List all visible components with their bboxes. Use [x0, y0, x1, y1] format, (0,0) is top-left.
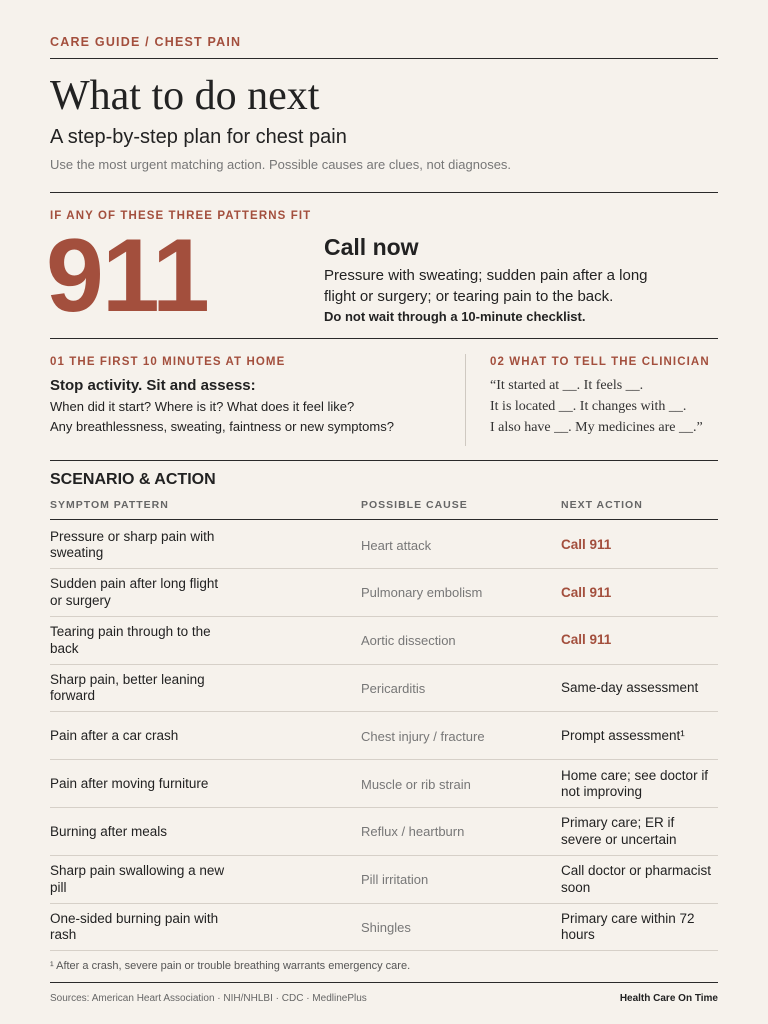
symptom-cell: Pressure or sharp pain with sweating	[50, 528, 215, 560]
cause-cell: Shingles	[361, 919, 411, 935]
action-cell: Home care; see doctor if not improving	[561, 767, 709, 799]
cause-cell: Reflux / heartburn	[361, 824, 465, 840]
section-divider	[465, 354, 466, 446]
header-rule	[50, 192, 718, 193]
cause-cell: Muscle or rib strain	[361, 776, 471, 792]
emergency-body: Pressure with sweating; sudden pain after a long flight or surgery; or tearing pain to the back.	[324, 267, 648, 305]
emergency-number: 911	[46, 218, 208, 334]
symptom-cell: Tearing pain through to the back	[50, 624, 211, 656]
action-cell: Call 911	[561, 632, 612, 648]
table-row	[50, 903, 718, 951]
table-row	[50, 569, 718, 617]
emergency-warning: Do not wait through a 10-minute checklist.	[324, 309, 586, 324]
table-row	[50, 664, 718, 712]
emergency-label: IF ANY OF THESE THREE PATTERNS FIT	[50, 210, 312, 222]
action-cell: Call 911	[561, 584, 612, 600]
page-subtitle: A step-by-step plan for chest pain	[50, 126, 347, 148]
page-title: What to do next	[50, 73, 320, 119]
action-cell: Call doctor or pharmacist soon	[561, 863, 712, 895]
footnote: ¹ After a crash, severe pain or trouble breathing warrants emergency care.	[50, 960, 411, 972]
sources: Sources: American Heart Association · NIH/NHLBI · CDC · MedlinePlus	[50, 993, 367, 1004]
section1-label: 01 THE FIRST 10 MINUTES AT HOME	[50, 356, 286, 368]
column-header-cause: POSSIBLE CAUSE	[361, 499, 468, 511]
column-header-action: NEXT ACTION	[561, 499, 643, 511]
brand: Health Care On Time	[619, 993, 718, 1004]
section2-line: It is located __. It changes with __.	[490, 399, 687, 414]
top-rule	[50, 58, 718, 59]
symptom-cell: Pain after moving furniture	[50, 775, 209, 791]
symptom-cell: Sharp pain, better leaning forward	[50, 671, 205, 704]
intro-text: Use the most urgent matching action. Possible causes are clues, not diagnoses.	[50, 157, 512, 172]
cause-cell: Pill irritation	[361, 872, 429, 888]
section1-heading: Stop activity. Sit and assess:	[50, 377, 256, 394]
symptom-cell: Burning after meals	[50, 823, 168, 839]
action-cell: Same-day assessment	[561, 680, 699, 696]
symptom-cell: Sudden pain after long flight or surgery	[50, 576, 219, 608]
footer-rule	[50, 982, 718, 983]
sections-rule	[50, 460, 718, 461]
cause-cell: Pulmonary embolism	[361, 585, 483, 601]
table-row	[50, 808, 718, 856]
section2-line: “It started at __. It feels __.	[490, 378, 644, 393]
row-divider	[50, 950, 718, 951]
table-row	[50, 617, 718, 665]
cause-cell: Heart attack	[361, 537, 432, 553]
symptom-cell: Sharp pain swallowing a new pill	[50, 863, 225, 895]
cause-cell: Pericarditis	[361, 680, 426, 696]
symptom-cell: One-sided burning pain with rash	[50, 910, 219, 943]
table-row	[50, 521, 718, 569]
table-row	[50, 760, 718, 808]
action-cell: Prompt assessment¹	[561, 727, 685, 743]
table-row	[50, 856, 718, 904]
emergency-heading: Call now	[324, 234, 419, 260]
action-cell: Call 911	[561, 536, 612, 552]
section2-label: 02 WHAT TO TELL THE CLINICIAN	[490, 356, 710, 368]
section1-line: When did it start? Where is it? What does it feel like?	[50, 399, 355, 414]
table-row	[50, 712, 718, 760]
emergency-rule	[50, 338, 718, 339]
cause-cell: Chest injury / fracture	[361, 728, 485, 744]
action-cell: Primary care; ER if severe or uncertain	[561, 815, 677, 847]
column-header-symptom: SYMPTOM PATTERN	[50, 499, 169, 511]
section2-line: I also have __. My medicines are __.”	[490, 420, 703, 435]
action-cell: Primary care within 72 hours	[561, 910, 695, 943]
section1-line: Any breathlessness, sweating, faintness or new symptoms?	[50, 419, 394, 434]
care-guide-page	[46, 0, 718, 1024]
cause-cell: Aortic dissection	[361, 633, 456, 649]
symptom-cell: Pain after a car crash	[50, 727, 179, 743]
scenario-title: SCENARIO & ACTION	[50, 471, 216, 488]
table-header-rule	[50, 519, 718, 520]
kicker: CARE GUIDE / CHEST PAIN	[50, 35, 242, 49]
